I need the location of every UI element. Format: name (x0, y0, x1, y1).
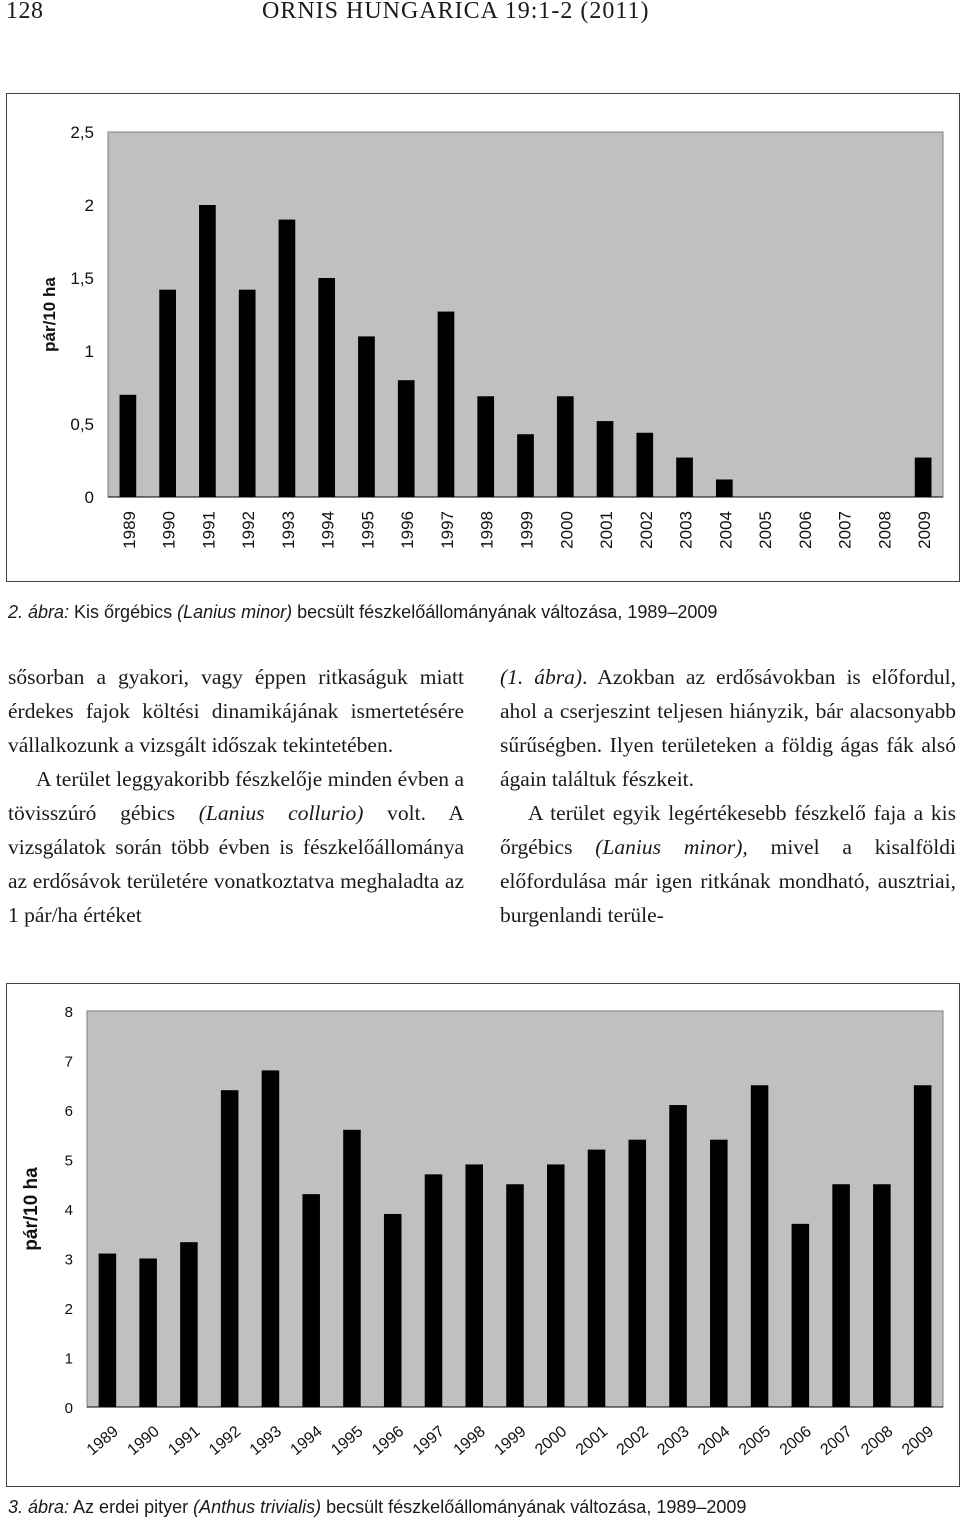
y-tick-label: 3 (64, 1251, 73, 1269)
running-head (0, 0, 960, 34)
x-tick-label: 1994 (287, 1423, 326, 1459)
bar-1989 (120, 395, 137, 497)
x-tick-label: 2002 (613, 1423, 652, 1459)
bar-2009 (915, 458, 932, 497)
x-tick-label: 1998 (450, 1423, 489, 1459)
bar-1996 (398, 380, 415, 497)
bar-1992 (239, 290, 256, 497)
figure-3-caption-label: 3. ábra: (8, 1497, 70, 1517)
bar-2006 (792, 1224, 810, 1407)
x-tick-label: 1992 (239, 511, 259, 549)
figure-2-chart (6, 93, 960, 582)
bar-1993 (262, 1070, 280, 1407)
bar-1995 (343, 1130, 361, 1407)
bar-2000 (557, 396, 574, 497)
x-tick-label: 1993 (246, 1423, 285, 1459)
y-tick-label: 0 (84, 488, 94, 507)
x-tick-label: 2007 (817, 1423, 856, 1459)
bar-2002 (629, 1140, 647, 1407)
bar-1991 (180, 1242, 198, 1407)
bar-2001 (588, 1150, 606, 1407)
bar-1994 (302, 1194, 320, 1407)
paragraph-text: mivel a kisalföldi előfordulása már igen ritkának mondható, ausztriai, burgenlandi terüle- (500, 835, 956, 927)
x-tick-label: 2001 (597, 511, 617, 549)
x-tick-label: 2001 (572, 1423, 612, 1459)
bar-2003 (676, 458, 693, 497)
x-tick-label: 2000 (557, 511, 577, 549)
bar-1996 (384, 1214, 402, 1407)
y-tick-label: 0,5 (70, 415, 94, 434)
text-column-right (500, 660, 956, 932)
figure-3-caption-text-a: Az erdei pityer (69, 1497, 194, 1517)
x-tick-label: 2003 (654, 1423, 693, 1459)
figure-2-caption-species: (Lanius minor) (177, 602, 293, 622)
figure-3-caption (8, 1497, 746, 1518)
y-tick-label: 1 (84, 342, 94, 361)
y-axis-label: pár/10 ha (21, 1167, 42, 1251)
figure-3-caption-species: (Anthus trivialis) (193, 1497, 322, 1517)
y-tick-label: 1,5 (70, 269, 94, 288)
x-tick-label: 2005 (756, 511, 776, 549)
x-tick-label: 1999 (517, 511, 537, 549)
paragraph-text: A terület egyik legértékesebb fészkelő faja a kis őrgébics (500, 801, 956, 859)
bar-1991 (199, 205, 216, 497)
x-tick-label: 2005 (735, 1423, 775, 1459)
figure-2-caption-text-a: Kis őrgébics (69, 602, 178, 622)
bar-1994 (318, 278, 335, 497)
bar-1999 (517, 434, 534, 497)
x-tick-label: 2008 (858, 1423, 897, 1459)
bar-1997 (438, 312, 455, 497)
figure-2-caption-text-b: becsült fészkelőállományának változása, 1989–2009 (292, 602, 718, 622)
figure-3-svg (7, 984, 959, 1486)
x-tick-label: 1993 (278, 511, 298, 549)
paragraph (500, 796, 956, 932)
x-tick-label: 1995 (328, 1423, 367, 1459)
bar-1997 (425, 1174, 443, 1407)
y-tick-label: 2 (84, 196, 94, 215)
bar-1993 (279, 220, 296, 497)
bar-1992 (221, 1090, 239, 1407)
x-tick-label: 1991 (165, 1423, 204, 1459)
x-tick-label: 1992 (206, 1423, 245, 1459)
bar-1998 (465, 1164, 483, 1407)
y-tick-label: 6 (64, 1103, 73, 1120)
figure-reference: (1. ábra) (500, 665, 583, 689)
paragraph-text: volt. A vizsgálatok során több évben is fészkelőállománya az erdősávok területére vonatkoztatva meghaladta az 1 pár/ha értéket (8, 801, 464, 927)
page-number: 128 (6, 0, 44, 24)
bar-2008 (873, 1184, 891, 1407)
y-axis-label: pár/10 ha (40, 277, 59, 352)
figure-3-caption-text-b: becsült fészkelőállományának változása, 1989–2009 (321, 1497, 747, 1517)
x-tick-label: 1994 (318, 511, 338, 549)
bar-2004 (710, 1140, 728, 1407)
y-tick-label: 1 (64, 1350, 73, 1368)
x-tick-label: 1997 (437, 511, 457, 549)
x-tick-label: 2002 (636, 511, 656, 549)
bar-2007 (832, 1184, 850, 1407)
x-tick-label: 1990 (159, 511, 179, 549)
y-tick-label: 0 (64, 1400, 73, 1417)
x-tick-label: 2004 (716, 511, 736, 549)
x-tick-label: 2009 (915, 511, 935, 549)
figure-2-caption (8, 602, 717, 623)
bar-1990 (139, 1259, 157, 1408)
species-name: (Lanius collurio) (198, 801, 364, 825)
bar-1989 (99, 1254, 117, 1407)
x-tick-label: 1996 (369, 1423, 408, 1459)
x-tick-label: 2004 (695, 1423, 734, 1459)
x-tick-label: 2006 (776, 1423, 815, 1459)
x-tick-label: 2003 (676, 511, 696, 549)
x-tick-label: 2000 (532, 1423, 571, 1459)
bar-1999 (506, 1184, 524, 1407)
x-tick-label: 2007 (835, 511, 855, 549)
x-tick-label: 2009 (898, 1423, 938, 1459)
y-tick-label: 4 (64, 1202, 73, 1219)
paragraph-text: . Azokban az erdősávokban is előfordul, ahol a cserjeszint teljesen hiányzik, bár alacsonyabb sűrűségben. Ilyen területeken a földig ágas fák alsó ágain találtuk fészkeit. (500, 665, 957, 791)
x-tick-label: 1991 (199, 511, 219, 549)
bar-2009 (914, 1085, 932, 1407)
bar-1995 (358, 336, 375, 497)
x-tick-label: 2008 (875, 511, 895, 549)
y-tick-label: 8 (64, 1004, 73, 1021)
figure-2-svg (7, 94, 959, 581)
bar-2002 (636, 433, 653, 497)
paragraph (500, 660, 956, 796)
bar-1990 (159, 290, 176, 497)
x-tick-label: 1999 (491, 1423, 530, 1459)
x-tick-label: 1996 (398, 511, 418, 549)
x-tick-label: 1997 (409, 1423, 449, 1459)
y-tick-label: 7 (64, 1053, 73, 1071)
journal-title: ORNIS HUNGARICA 19:1-2 (2011) (262, 0, 650, 24)
paragraph-text: A terület leggyakoribb fészkelője minden évben a tövisszúró gébics (8, 767, 464, 825)
bar-2005 (751, 1085, 769, 1407)
bar-2004 (716, 479, 733, 497)
species-name: (Lanius minor), (595, 835, 748, 859)
x-tick-label: 1989 (83, 1423, 122, 1459)
bar-2003 (669, 1105, 687, 1407)
y-tick-label: 5 (64, 1152, 73, 1170)
figure-3-chart (6, 983, 960, 1487)
y-tick-label: 2 (64, 1301, 73, 1318)
bar-2001 (597, 421, 614, 497)
bar-2000 (547, 1164, 565, 1407)
x-tick-label: 1995 (358, 511, 378, 549)
x-tick-label: 2006 (795, 511, 815, 549)
text-column-left (8, 660, 464, 932)
paragraph (8, 762, 464, 932)
paragraph: sősorban a gyakori, vagy éppen ritkaságuk miatt érdekes fajok költési dinamikájának ismertetésére vállalkozunk a vizsgált időszak tekintetében. (8, 665, 464, 757)
y-tick-label: 2,5 (70, 123, 94, 142)
x-tick-label: 1989 (119, 511, 139, 549)
x-tick-label: 1990 (124, 1423, 163, 1459)
x-tick-label: 1998 (477, 511, 497, 549)
figure-2-caption-label: 2. ábra: (8, 602, 70, 622)
bar-1998 (477, 396, 494, 497)
